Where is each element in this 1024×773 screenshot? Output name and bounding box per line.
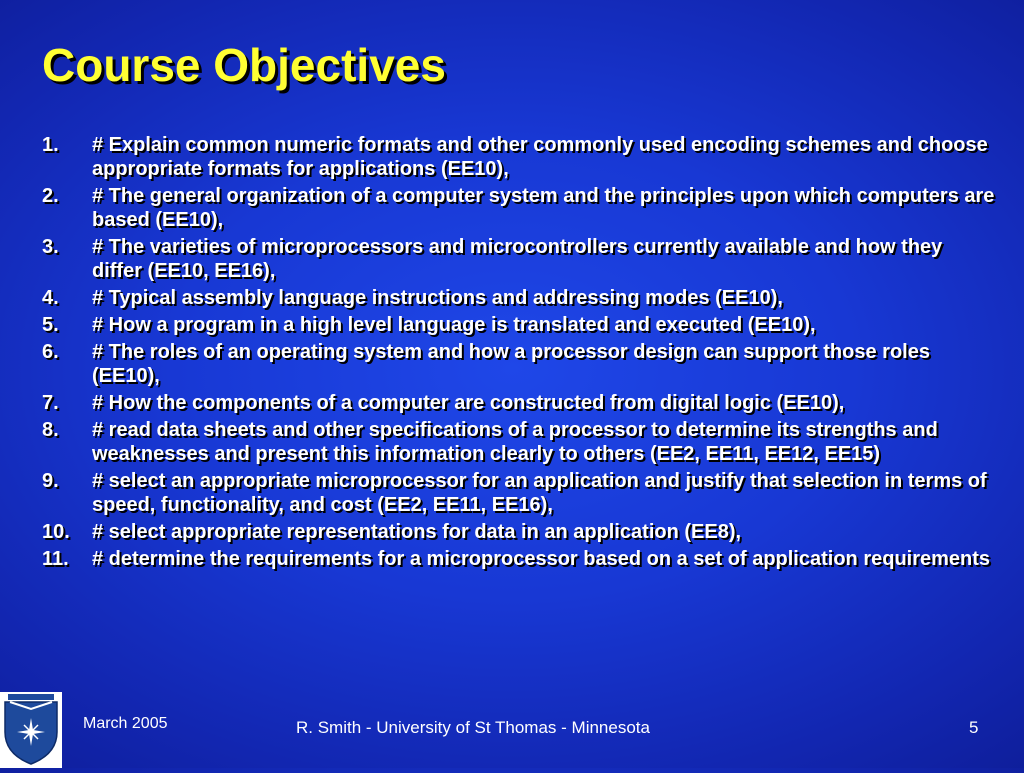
slide-title: Course Objectives (42, 39, 446, 91)
list-item-number: 9. (42, 470, 59, 492)
list-item-text: # How a program in a high level language is translated and executed (EE10), (92, 314, 816, 336)
list-item (42, 469, 997, 517)
list-item (42, 184, 997, 232)
list-item-text: # Typical assembly language instructions and addressing modes (EE10), (92, 287, 783, 309)
list-item-text: # Explain common numeric formats and other commonly used encoding schemes and choose appropriate formats for applications (EE10), (92, 134, 988, 180)
list-item-number: 1. (42, 134, 59, 156)
list-item-text: # The varieties of microprocessors and microcontrollers currently available and how they differ (EE10, EE16), (92, 236, 943, 282)
list-item (42, 133, 997, 181)
footer-date: March 2005 (83, 715, 168, 732)
list-item-number: 10. (42, 521, 70, 543)
list-item-number: 8. (42, 419, 59, 441)
list-item-text: # read data sheets and other specifications of a processor to determine its strengths and weaknesses and present this information clearly to others (EE2, EE11, EE12, EE15) (92, 419, 938, 465)
list-item (42, 547, 997, 571)
list-item (42, 286, 997, 310)
list-item-number: 6. (42, 341, 59, 363)
list-item-number: 4. (42, 287, 59, 309)
list-item-number: 7. (42, 392, 59, 414)
list-item (42, 418, 997, 466)
list-item-text: # select an appropriate microprocessor for an application and justify that selection in terms of speed, functionality, and cost (EE2, EE11, EE16), (92, 470, 987, 516)
list-item-text: # determine the requirements for a microprocessor based on a set of application requirements (92, 548, 991, 570)
list-item-number: 11. (42, 548, 69, 570)
list-item (42, 391, 997, 415)
list-item-number: 5. (42, 314, 59, 336)
list-item (42, 520, 997, 544)
list-item (42, 235, 997, 283)
page-number: 5 (969, 718, 979, 737)
list-item-text: # select appropriate representations for data in an application (EE8), (92, 521, 742, 543)
university-shield-logo-icon (0, 692, 62, 768)
list-item-number: 3. (42, 236, 59, 258)
list-item-text: # The roles of an operating system and how a processor design can support those roles (EE10), (92, 341, 930, 387)
list-item-text: # How the components of a computer are constructed from digital logic (EE10), (92, 392, 845, 414)
list-item-number: 2. (42, 185, 59, 207)
objectives-list (42, 133, 997, 574)
list-item-text: # The general organization of a computer system and the principles upon which computers are based (EE10), (92, 185, 995, 231)
footer-author: R. Smith - University of St Thomas - Minnesota (296, 718, 650, 737)
list-item (42, 340, 997, 388)
list-item (42, 313, 997, 337)
